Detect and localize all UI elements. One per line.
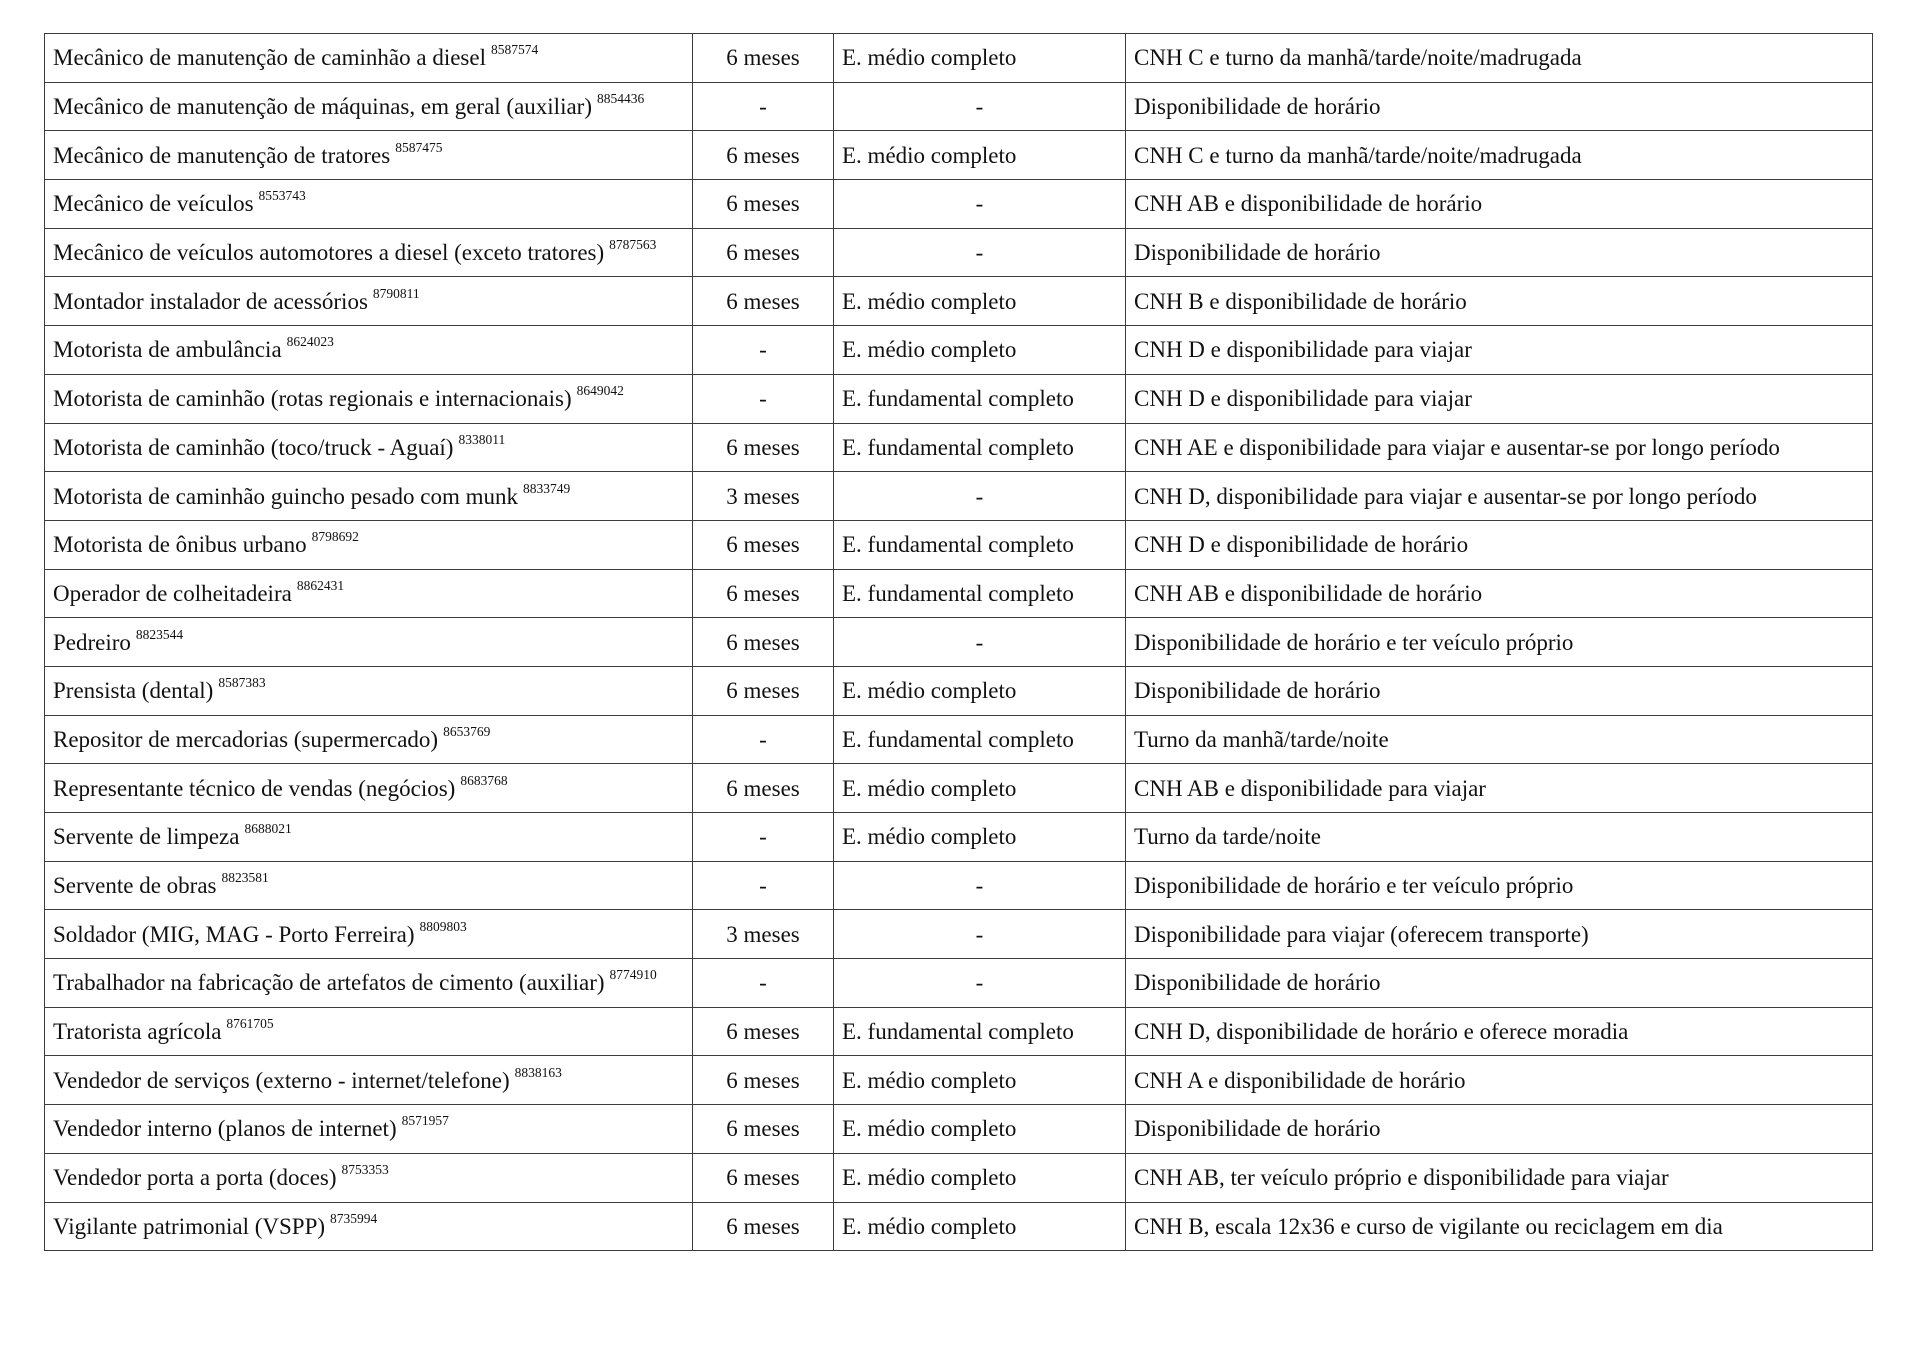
job-code: 8823544	[135, 626, 184, 642]
education-cell: E. fundamental completo	[834, 715, 1126, 764]
job-title: Servente de obras	[53, 873, 217, 899]
table-row	[45, 861, 1873, 910]
table-row	[45, 34, 1873, 83]
job-title: Vendedor porta a porta (doces)	[53, 1165, 337, 1191]
job-code: 8649042	[576, 383, 624, 399]
job-title-cell	[45, 569, 693, 618]
job-code: 8823581	[221, 870, 269, 886]
experience-cell: -	[693, 82, 834, 131]
requirements-cell: Disponibilidade de horário e ter veículo próprio	[1126, 861, 1873, 910]
job-title: Montador instalador de acessórios	[53, 288, 368, 314]
requirements-cell: CNH AB e disponibilidade para viajar	[1126, 764, 1873, 813]
requirements-cell: CNH AE e disponibilidade para viajar e ausentar-se por longo período	[1126, 423, 1873, 472]
experience-cell: 6 meses	[693, 666, 834, 715]
experience-cell: 6 meses	[693, 1007, 834, 1056]
education-cell: E. médio completo	[834, 1202, 1126, 1251]
job-code: 8735994	[330, 1210, 378, 1226]
requirements-cell: CNH C e turno da manhã/tarde/noite/madrugada	[1126, 131, 1873, 180]
job-title-cell	[45, 472, 693, 521]
job-code: 8761705	[226, 1016, 274, 1032]
requirements-cell: CNH D e disponibilidade para viajar	[1126, 326, 1873, 375]
table-row	[45, 959, 1873, 1008]
job-code: 8587574	[490, 42, 539, 58]
requirements-cell: CNH AB, ter veículo próprio e disponibilidade para viajar	[1126, 1153, 1873, 1202]
job-title: Trabalhador na fabricação de artefatos de cimento (auxiliar)	[53, 970, 605, 996]
job-code: 8798692	[311, 529, 359, 545]
job-title: Servente de limpeza	[53, 824, 240, 850]
education-cell: E. fundamental completo	[834, 1007, 1126, 1056]
job-title-cell	[45, 131, 693, 180]
experience-cell: 6 meses	[693, 131, 834, 180]
job-code: 8553743	[258, 188, 306, 204]
requirements-cell: Turno da manhã/tarde/noite	[1126, 715, 1873, 764]
job-code: 8587383	[218, 675, 266, 691]
table-row	[45, 520, 1873, 569]
table-row	[45, 131, 1873, 180]
job-title: Motorista de caminhão (toco/truck - Aguaí)	[53, 434, 454, 460]
job-title-cell	[45, 764, 693, 813]
table-row	[45, 1105, 1873, 1154]
table-row	[45, 715, 1873, 764]
job-code: 8787563	[609, 237, 657, 253]
requirements-cell: Disponibilidade de horário	[1126, 228, 1873, 277]
requirements-cell: CNH AB e disponibilidade de horário	[1126, 180, 1873, 229]
job-title-cell	[45, 910, 693, 959]
job-code: 8338011	[458, 431, 506, 447]
table-row	[45, 1153, 1873, 1202]
job-title-cell	[45, 959, 693, 1008]
education-cell: E. médio completo	[834, 813, 1126, 862]
requirements-cell: CNH B e disponibilidade de horário	[1126, 277, 1873, 326]
job-code: 8854436	[596, 91, 645, 107]
job-title-cell	[45, 1202, 693, 1251]
education-cell: E. médio completo	[834, 277, 1126, 326]
job-title: Motorista de ambulância	[53, 337, 282, 363]
job-title: Vendedor interno (planos de internet)	[53, 1116, 397, 1142]
job-title: Vigilante patrimonial (VSPP)	[53, 1213, 326, 1239]
job-title: Mecânico de veículos automotores a diesel (exceto tratores)	[53, 240, 605, 266]
table-row	[45, 180, 1873, 229]
education-cell: E. fundamental completo	[834, 374, 1126, 423]
job-title: Mecânico de veículos	[53, 191, 254, 217]
requirements-cell: CNH A e disponibilidade de horário	[1126, 1056, 1873, 1105]
table-row	[45, 666, 1873, 715]
job-title-cell	[45, 34, 693, 83]
table-row	[45, 1007, 1873, 1056]
table-row	[45, 326, 1873, 375]
experience-cell: 6 meses	[693, 180, 834, 229]
job-title-cell	[45, 1007, 693, 1056]
education-cell: E. médio completo	[834, 764, 1126, 813]
job-title-cell	[45, 618, 693, 667]
education-cell: E. médio completo	[834, 34, 1126, 83]
requirements-cell: Disponibilidade para viajar (oferecem transporte)	[1126, 910, 1873, 959]
table-body	[45, 34, 1873, 1251]
experience-cell: 6 meses	[693, 228, 834, 277]
education-cell: -	[834, 472, 1126, 521]
requirements-cell: Disponibilidade de horário	[1126, 82, 1873, 131]
education-cell: -	[834, 959, 1126, 1008]
table-row	[45, 423, 1873, 472]
job-title-cell	[45, 277, 693, 326]
experience-cell: 6 meses	[693, 277, 834, 326]
experience-cell: 6 meses	[693, 569, 834, 618]
job-code: 8653769	[443, 723, 491, 739]
job-title-cell	[45, 813, 693, 862]
table-row	[45, 1202, 1873, 1251]
table-row	[45, 277, 1873, 326]
job-title-cell	[45, 228, 693, 277]
experience-cell: 6 meses	[693, 34, 834, 83]
education-cell: -	[834, 82, 1126, 131]
job-code: 8790811	[372, 285, 420, 301]
job-title: Motorista de caminhão guincho pesado com munk	[53, 483, 519, 509]
experience-cell: 6 meses	[693, 764, 834, 813]
experience-cell: 6 meses	[693, 423, 834, 472]
education-cell: -	[834, 180, 1126, 229]
education-cell: E. médio completo	[834, 326, 1126, 375]
job-code: 8838163	[514, 1064, 562, 1080]
requirements-cell: CNH AB e disponibilidade de horário	[1126, 569, 1873, 618]
education-cell: E. médio completo	[834, 1153, 1126, 1202]
job-code: 8809803	[419, 918, 467, 934]
experience-cell: -	[693, 959, 834, 1008]
job-title: Soldador (MIG, MAG - Porto Ferreira)	[53, 921, 415, 947]
table-row	[45, 910, 1873, 959]
job-code: 8587475	[395, 139, 443, 155]
job-title-cell	[45, 374, 693, 423]
table-row	[45, 374, 1873, 423]
table-row	[45, 813, 1873, 862]
requirements-cell: CNH D, disponibilidade para viajar e ausentar-se por longo período	[1126, 472, 1873, 521]
job-title: Pedreiro	[53, 629, 131, 655]
job-openings-table	[44, 33, 1873, 1251]
job-title: Operador de colheitadeira	[53, 580, 292, 606]
job-title: Tratorista agrícola	[53, 1019, 222, 1045]
requirements-cell: Disponibilidade de horário	[1126, 666, 1873, 715]
job-title: Motorista de ônibus urbano	[53, 532, 307, 558]
education-cell: E. fundamental completo	[834, 520, 1126, 569]
job-code: 8571957	[401, 1113, 449, 1129]
job-title: Vendedor de serviços (externo - internet/telefone)	[53, 1067, 510, 1093]
job-code: 8624023	[286, 334, 334, 350]
education-cell: -	[834, 861, 1126, 910]
experience-cell: 6 meses	[693, 1105, 834, 1154]
job-title: Prensista (dental)	[53, 678, 214, 704]
job-title-cell	[45, 666, 693, 715]
job-title: Mecânico de manutenção de máquinas, em geral (auxiliar)	[53, 94, 592, 120]
experience-cell: -	[693, 715, 834, 764]
job-code: 8753353	[341, 1162, 389, 1178]
education-cell: E. médio completo	[834, 1105, 1126, 1154]
table-row	[45, 569, 1873, 618]
job-title: Mecânico de manutenção de tratores	[53, 142, 391, 168]
experience-cell: 6 meses	[693, 1153, 834, 1202]
job-title-cell	[45, 1056, 693, 1105]
table-row	[45, 472, 1873, 521]
experience-cell: -	[693, 374, 834, 423]
experience-cell: -	[693, 326, 834, 375]
education-cell: E. médio completo	[834, 1056, 1126, 1105]
job-code: 8862431	[296, 577, 345, 593]
job-title-cell	[45, 326, 693, 375]
job-code: 8774910	[609, 967, 657, 983]
job-title: Mecânico de manutenção de caminhão a diesel	[53, 45, 486, 71]
experience-cell: 3 meses	[693, 910, 834, 959]
requirements-cell: CNH D e disponibilidade para viajar	[1126, 374, 1873, 423]
job-title-cell	[45, 861, 693, 910]
job-title-cell	[45, 180, 693, 229]
job-title-cell	[45, 1153, 693, 1202]
requirements-cell: Disponibilidade de horário	[1126, 959, 1873, 1008]
job-title-cell	[45, 1105, 693, 1154]
experience-cell: -	[693, 813, 834, 862]
job-title-cell	[45, 423, 693, 472]
job-title-cell	[45, 520, 693, 569]
job-title: Representante técnico de vendas (negócios)	[53, 775, 456, 801]
experience-cell: 6 meses	[693, 520, 834, 569]
table-row	[45, 1056, 1873, 1105]
education-cell: E. fundamental completo	[834, 569, 1126, 618]
table-row	[45, 82, 1873, 131]
education-cell: -	[834, 228, 1126, 277]
requirements-cell: CNH D, disponibilidade de horário e oferece moradia	[1126, 1007, 1873, 1056]
job-title-cell	[45, 82, 693, 131]
requirements-cell: Turno da tarde/noite	[1126, 813, 1873, 862]
job-title: Motorista de caminhão (rotas regionais e internacionais)	[53, 386, 572, 412]
job-title: Repositor de mercadorias (supermercado)	[53, 726, 439, 752]
education-cell: E. médio completo	[834, 131, 1126, 180]
education-cell: E. médio completo	[834, 666, 1126, 715]
job-code: 8683768	[460, 772, 508, 788]
requirements-cell: CNH B, escala 12x36 e curso de vigilante ou reciclagem em dia	[1126, 1202, 1873, 1251]
experience-cell: -	[693, 861, 834, 910]
requirements-cell: Disponibilidade de horário	[1126, 1105, 1873, 1154]
requirements-cell: CNH D e disponibilidade de horário	[1126, 520, 1873, 569]
table-row	[45, 228, 1873, 277]
job-code: 8688021	[244, 821, 292, 837]
table-row	[45, 618, 1873, 667]
job-code: 8833749	[523, 480, 571, 496]
job-title-cell	[45, 715, 693, 764]
requirements-cell: CNH C e turno da manhã/tarde/noite/madrugada	[1126, 34, 1873, 83]
experience-cell: 3 meses	[693, 472, 834, 521]
experience-cell: 6 meses	[693, 1202, 834, 1251]
education-cell: -	[834, 618, 1126, 667]
experience-cell: 6 meses	[693, 618, 834, 667]
experience-cell: 6 meses	[693, 1056, 834, 1105]
requirements-cell: Disponibilidade de horário e ter veículo próprio	[1126, 618, 1873, 667]
education-cell: E. fundamental completo	[834, 423, 1126, 472]
table-row	[45, 764, 1873, 813]
education-cell: -	[834, 910, 1126, 959]
